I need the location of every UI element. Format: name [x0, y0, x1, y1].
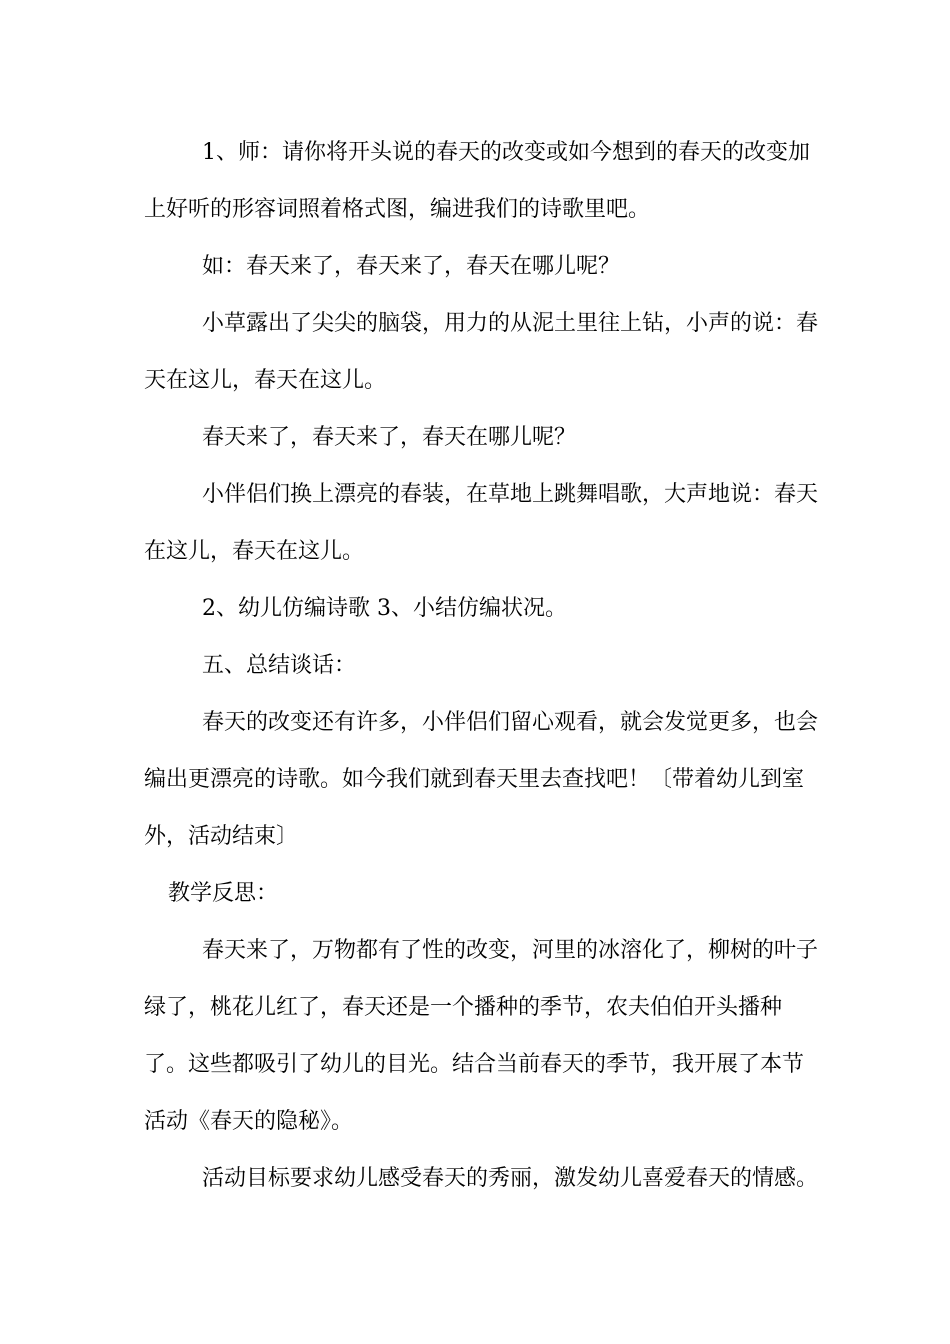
heading-summary-talk: 五、总结谈话： [202, 653, 357, 678]
heading-teaching-reflection: 教学反思： [168, 881, 279, 906]
paragraph-poem-instruction: 1、师：请你将开头说的春天的改变或如今想到的春天的改变加上好听的形容词照着格式图，编进我们的诗歌里吧。 [144, 140, 810, 222]
paragraph-friends-verse: 小伴侣们换上漂亮的春装，在草地上跳舞唱歌，大声地说：春天在这儿，春天在这儿。 [144, 482, 819, 564]
paragraph-activity-goal: 活动目标要求幼儿感受春天的秀丽，激发幼儿喜爱春天的情感。 [202, 1166, 819, 1191]
paragraph-grass-verse: 小草露出了尖尖的脑袋，用力的从泥土里往上钻，小声的说：春天在这儿，春天在这儿。 [144, 311, 819, 393]
paragraph-example-intro: 如：春天来了，春天来了，春天在哪儿呢？ [202, 254, 621, 279]
paragraph-summary-body: 春天的改变还有许多，小伴侣们留心观看，就会发觉更多，也会编出更漂亮的诗歌。如今我们就到春天里去查找吧！〔带着幼儿到室外，活动结束〕 [144, 710, 819, 849]
paragraph-spring-question: 春天来了，春天来了，春天在哪儿呢？ [202, 425, 577, 450]
paragraph-step-two-three: 2、幼儿仿编诗歌 3、小结仿编状况。 [202, 596, 567, 621]
paragraph-reflection-body: 春天来了，万物都有了性的改变，河里的冰溶化了，柳树的叶子绿了，桃花儿红了，春天还是一个播种的季节，农夫伯伯开头播种了。这些都吸引了幼儿的目光。结合当前春天的季节，我开展了本节活动《春天的隐秘》。 [144, 938, 819, 1134]
